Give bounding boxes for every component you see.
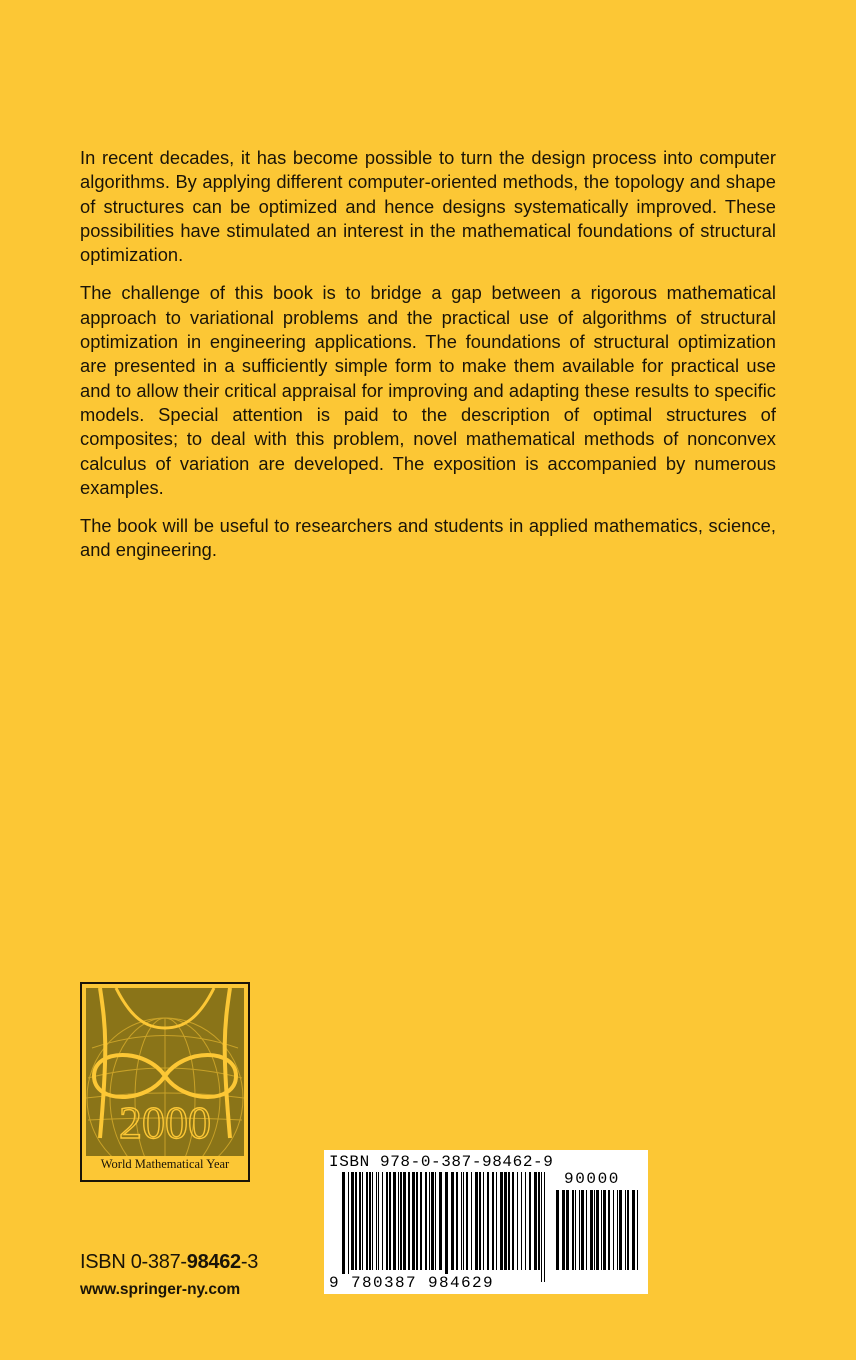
barcode-bar: [416, 1172, 418, 1270]
isbn-bold-part: 98462: [186, 1251, 241, 1273]
barcode-bar: [627, 1190, 629, 1270]
barcode-bar: [500, 1172, 503, 1270]
globe-infinity-emblem-icon: [86, 988, 244, 1156]
barcode-addon-number: 90000: [564, 1170, 621, 1188]
barcode-bar: [538, 1172, 540, 1270]
barcode-bar: [369, 1172, 371, 1270]
barcode-bar: [492, 1172, 494, 1270]
barcode-bar: [504, 1172, 507, 1270]
barcode-bar: [544, 1172, 545, 1282]
barcode-bar: [508, 1172, 510, 1270]
blurb-paragraph-3: The book will be useful to researchers and students in applied mathematics, science, and engineering.: [80, 515, 776, 561]
barcode-bar: [376, 1172, 377, 1270]
barcode-bar: [389, 1172, 391, 1270]
logo-caption: World Mathematical Year: [100, 1157, 230, 1171]
barcode-bar: [529, 1172, 531, 1270]
barcode-bar: [386, 1172, 388, 1270]
isbn-number: [80, 1251, 258, 1274]
barcode-bar: [608, 1190, 610, 1270]
barcode-bar: [625, 1190, 626, 1270]
barcode-bar: [403, 1172, 406, 1270]
barcode-bar: [617, 1190, 618, 1270]
barcode-bar: [445, 1172, 448, 1282]
barcode-isbn-label: ISBN 978-0-387-98462-9: [329, 1153, 554, 1171]
barcode-bar: [579, 1190, 580, 1270]
logo-year: 2000: [119, 1097, 211, 1148]
world-mathematical-year-logo: [80, 982, 250, 1182]
barcode-bar: [342, 1172, 345, 1282]
isbn-suffix: -3: [240, 1251, 259, 1273]
barcode-addon-bars: [556, 1190, 642, 1282]
barcode-bar: [487, 1172, 489, 1270]
isbn-prefix: ISBN 0-387-: [80, 1251, 187, 1273]
barcode-bar: [496, 1172, 497, 1270]
barcode-bar: [541, 1172, 542, 1282]
barcode-main-bars: [342, 1172, 548, 1282]
barcode-bar: [362, 1172, 363, 1270]
barcode-bar: [372, 1172, 373, 1270]
barcode-bar: [521, 1172, 522, 1270]
barcode-bar: [451, 1172, 454, 1270]
blurb-paragraph-2: The challenge of this book is to bridge a gap between a rigorous mathematical approach to variational problems and the practical use of algorithms of structural optimization in engineering applications. The foundations of structural optimization are presented in a sufficiently simple form to make them available for practical use and to allow their critical appraisal for improving and adapting these results to specific models. Special attention is paid to the description of optimal structures of composites; to deal with this problem, novel mathematical methods of nonconvex calculus of variation are developed. The exposition is accompanied by numerous examples.: [80, 282, 776, 498]
barcode-bar: [439, 1172, 442, 1270]
barcode-bar: [429, 1172, 430, 1270]
barcode-bar: [466, 1172, 468, 1270]
barcode-bar: [512, 1172, 514, 1270]
barcode-bar: [425, 1172, 427, 1270]
barcode-bar: [471, 1172, 472, 1270]
barcode-bar: [517, 1172, 518, 1270]
barcode-bar: [431, 1172, 434, 1270]
barcode-bar: [566, 1190, 569, 1270]
barcode-bar: [348, 1172, 349, 1282]
barcode-bar: [590, 1190, 593, 1270]
barcode-bar: [355, 1172, 357, 1270]
barcode-bar: [632, 1190, 635, 1270]
barcode-bar: [420, 1172, 422, 1270]
barcode-bar: [603, 1190, 606, 1270]
barcode-bar: [562, 1190, 565, 1270]
barcode-bar: [378, 1172, 379, 1270]
barcode-bar: [359, 1172, 361, 1270]
barcode-bar: [534, 1172, 537, 1270]
back-cover-blurb: [80, 146, 776, 577]
barcode-bar: [581, 1190, 584, 1270]
barcode-bar: [463, 1172, 464, 1270]
barcode-bar: [366, 1172, 368, 1270]
barcode-bar: [456, 1172, 458, 1270]
barcode-bar: [586, 1190, 587, 1270]
barcode-bar: [393, 1172, 396, 1270]
barcode-bar: [461, 1172, 462, 1270]
barcode-bar: [525, 1172, 526, 1270]
barcode-bar: [637, 1190, 638, 1270]
barcode: [324, 1150, 648, 1294]
barcode-bar: [594, 1190, 595, 1270]
barcode-bar: [408, 1172, 410, 1270]
publisher-website: www.springer-ny.com: [80, 1281, 241, 1298]
barcode-bar: [601, 1190, 602, 1270]
barcode-bar: [412, 1172, 415, 1270]
barcode-bar: [575, 1190, 576, 1270]
barcode-bar: [556, 1190, 559, 1270]
barcode-bar: [619, 1190, 622, 1270]
barcode-bar: [483, 1172, 484, 1270]
barcode-bar: [596, 1190, 599, 1270]
barcode-bar: [479, 1172, 481, 1270]
barcode-bar: [398, 1172, 399, 1270]
barcode-bar: [475, 1172, 478, 1270]
barcode-bar: [382, 1172, 383, 1270]
barcode-bar: [435, 1172, 436, 1270]
barcode-bar: [613, 1190, 614, 1270]
barcode-bar: [351, 1172, 354, 1270]
barcode-digits: 9 780387 984629: [329, 1274, 495, 1292]
barcode-bar: [572, 1190, 574, 1270]
blurb-paragraph-1: In recent decades, it has become possible to turn the design process into computer algorithms. By applying different computer-oriented methods, the topology and shape of structures can be optimized and hence designs systematically improved. These possibilities have stimulated an interest in the mathematical foundations of structural optimization.: [80, 147, 776, 266]
barcode-bar: [400, 1172, 402, 1270]
